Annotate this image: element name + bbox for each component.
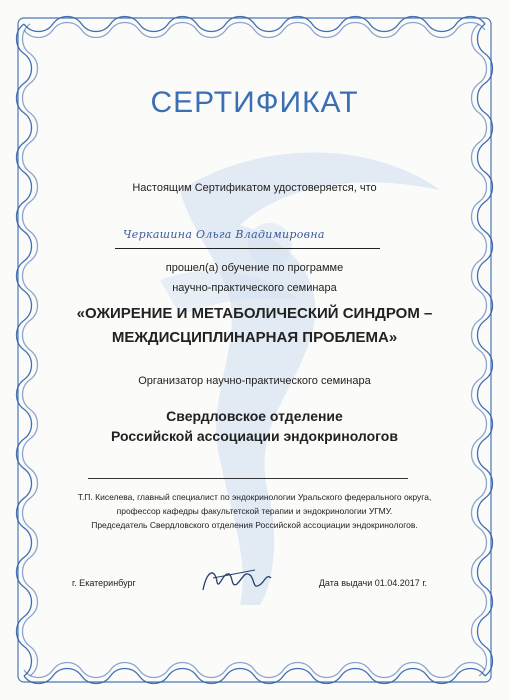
signatory-line-3: Председатель Свердловского отделения Российской ассоциации эндокринологов. bbox=[91, 520, 418, 530]
signatory-line-1: Т.П. Киселева, главный специалист по эндокринологии Уральского федерального округа, bbox=[77, 492, 432, 502]
certificate-title: СЕРТИФИКАТ bbox=[150, 86, 359, 119]
intro-text: Настоящим Сертификатом удостоверяется, что bbox=[132, 182, 377, 194]
training-line-2: научно-практического семинара bbox=[172, 282, 337, 294]
signatory-info bbox=[0, 490, 509, 532]
issue-date: Дата выдачи 01.04.2017 г. bbox=[318, 578, 427, 588]
signature-divider bbox=[88, 478, 408, 479]
signatory-line-2: профессор кафедры факультетской терапии и эндокринологии УГМУ. bbox=[116, 506, 393, 516]
organizer-line-2: Российской ассоциации эндокринологов bbox=[111, 428, 398, 444]
organizer-label: Организатор научно-практического семинара bbox=[138, 375, 371, 387]
organizer-line-1: Свердловское отделение bbox=[166, 408, 343, 424]
watermark-figure bbox=[120, 130, 450, 610]
recipient-line bbox=[115, 228, 380, 249]
issue-city: г. Екатеринбург bbox=[72, 578, 136, 588]
topic-line-1: «ОЖИРЕНИЕ И МЕТАБОЛИЧЕСКИЙ СИНДРОМ – bbox=[76, 305, 433, 322]
topic-line-2: МЕЖДИСЦИПЛИНАРНАЯ ПРОБЛЕМА» bbox=[111, 329, 398, 346]
seminar-topic bbox=[0, 302, 509, 350]
organizer-name bbox=[0, 406, 509, 446]
recipient-name: Черкашина Ольга Владимировна bbox=[123, 228, 325, 241]
handwritten-signature bbox=[195, 560, 275, 600]
training-line-1: прошел(а) обучение по программе bbox=[165, 262, 344, 274]
